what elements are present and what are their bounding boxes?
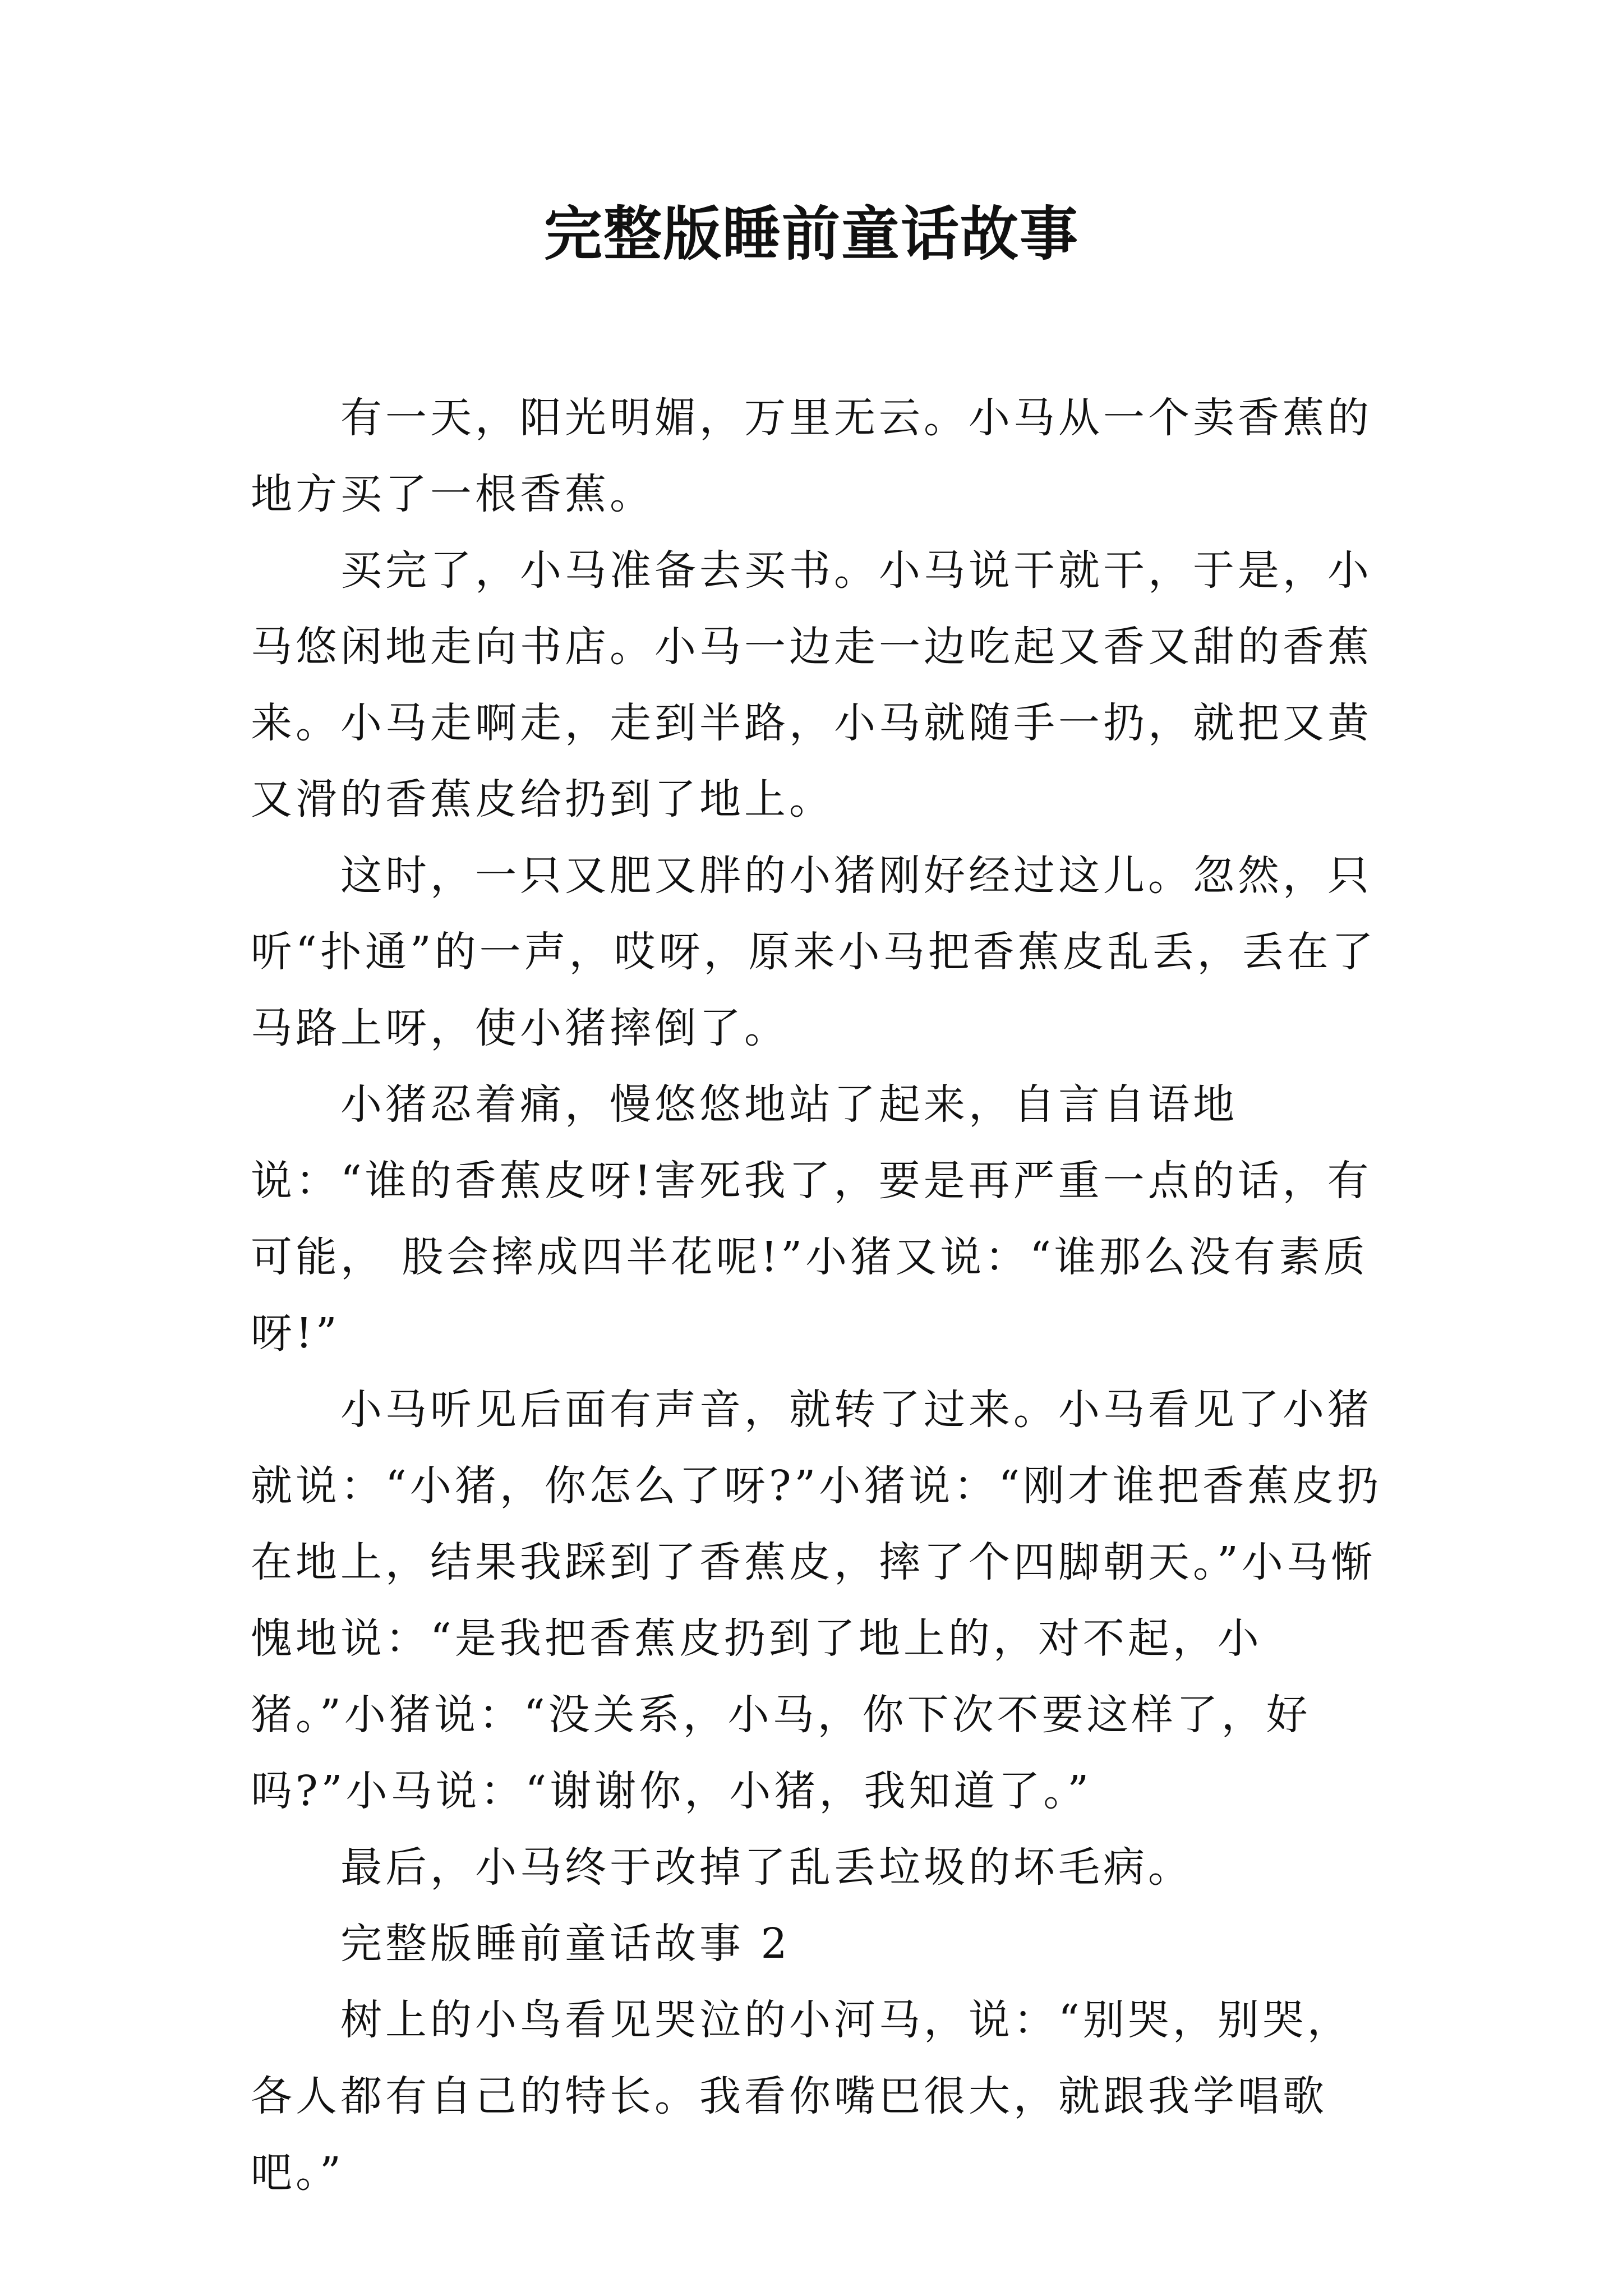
paragraph-2: 买完了，小马准备去买书。小马说干就干，于是，小马悠闲地走向书店。小马一边走一边吃起又香又甜的香蕉来。小马走啊走，走到半路，小马就随手一扔，就把又黄又滑的香蕉皮给扔到了地上。 <box>251 546 1372 823</box>
paragraph-3: 这时，一只又肥又胖的小猪刚好经过这儿。忽然，只听“扑通”的一声，哎呀，原来小马把香蕉皮乱丢，丢在了马路上呀，使小猪摔倒了。 <box>251 852 1377 1052</box>
section-heading-story-2: 完整版睡前童话故事 2 <box>340 1920 791 1968</box>
paragraph-6: 最后，小马终于改掉了乱丢垃圾的坏毛病。 <box>340 1843 1193 1892</box>
paragraph-5: 小马听见后面有声音，就转了过来。小马看见了小猪就说：“小猪，你怎么了呀?”小猪说：“刚才谁把香蕉皮扔在地上，结果我踩到了香蕉皮，摔了个四脚朝天。”小马惭愧地说：“是我把香蕉皮扔到了地上的，对不起，小猪。”小猪说：“没关系，小马，你下次不要这样了，好吗?”小马说：“谢谢你，小猪，我知道了。” <box>251 1386 1382 1815</box>
document-body <box>251 380 1395 2211</box>
paragraph-4: 小猪忍着痛，慢悠悠地站了起来，自言自语地说：“谁的香蕉皮呀!害死我了，要是再严重一点的话，有可能， 股会摔成四半花呢!”小猪又说：“谁那么没有素质呀!” <box>251 1080 1372 1358</box>
paragraph-1: 有一天，阳光明媚，万里无云。小马从一个卖香蕉的地方买了一根香蕉。 <box>251 394 1372 518</box>
document-title: 完整版睡前童话故事 <box>543 199 1079 268</box>
paragraph-7: 树上的小鸟看见哭泣的小河马，说：“别哭，别哭，各人都有自己的特长。我看你嘴巴很大，就跟我学唱歌吧。” <box>251 1996 1352 2197</box>
